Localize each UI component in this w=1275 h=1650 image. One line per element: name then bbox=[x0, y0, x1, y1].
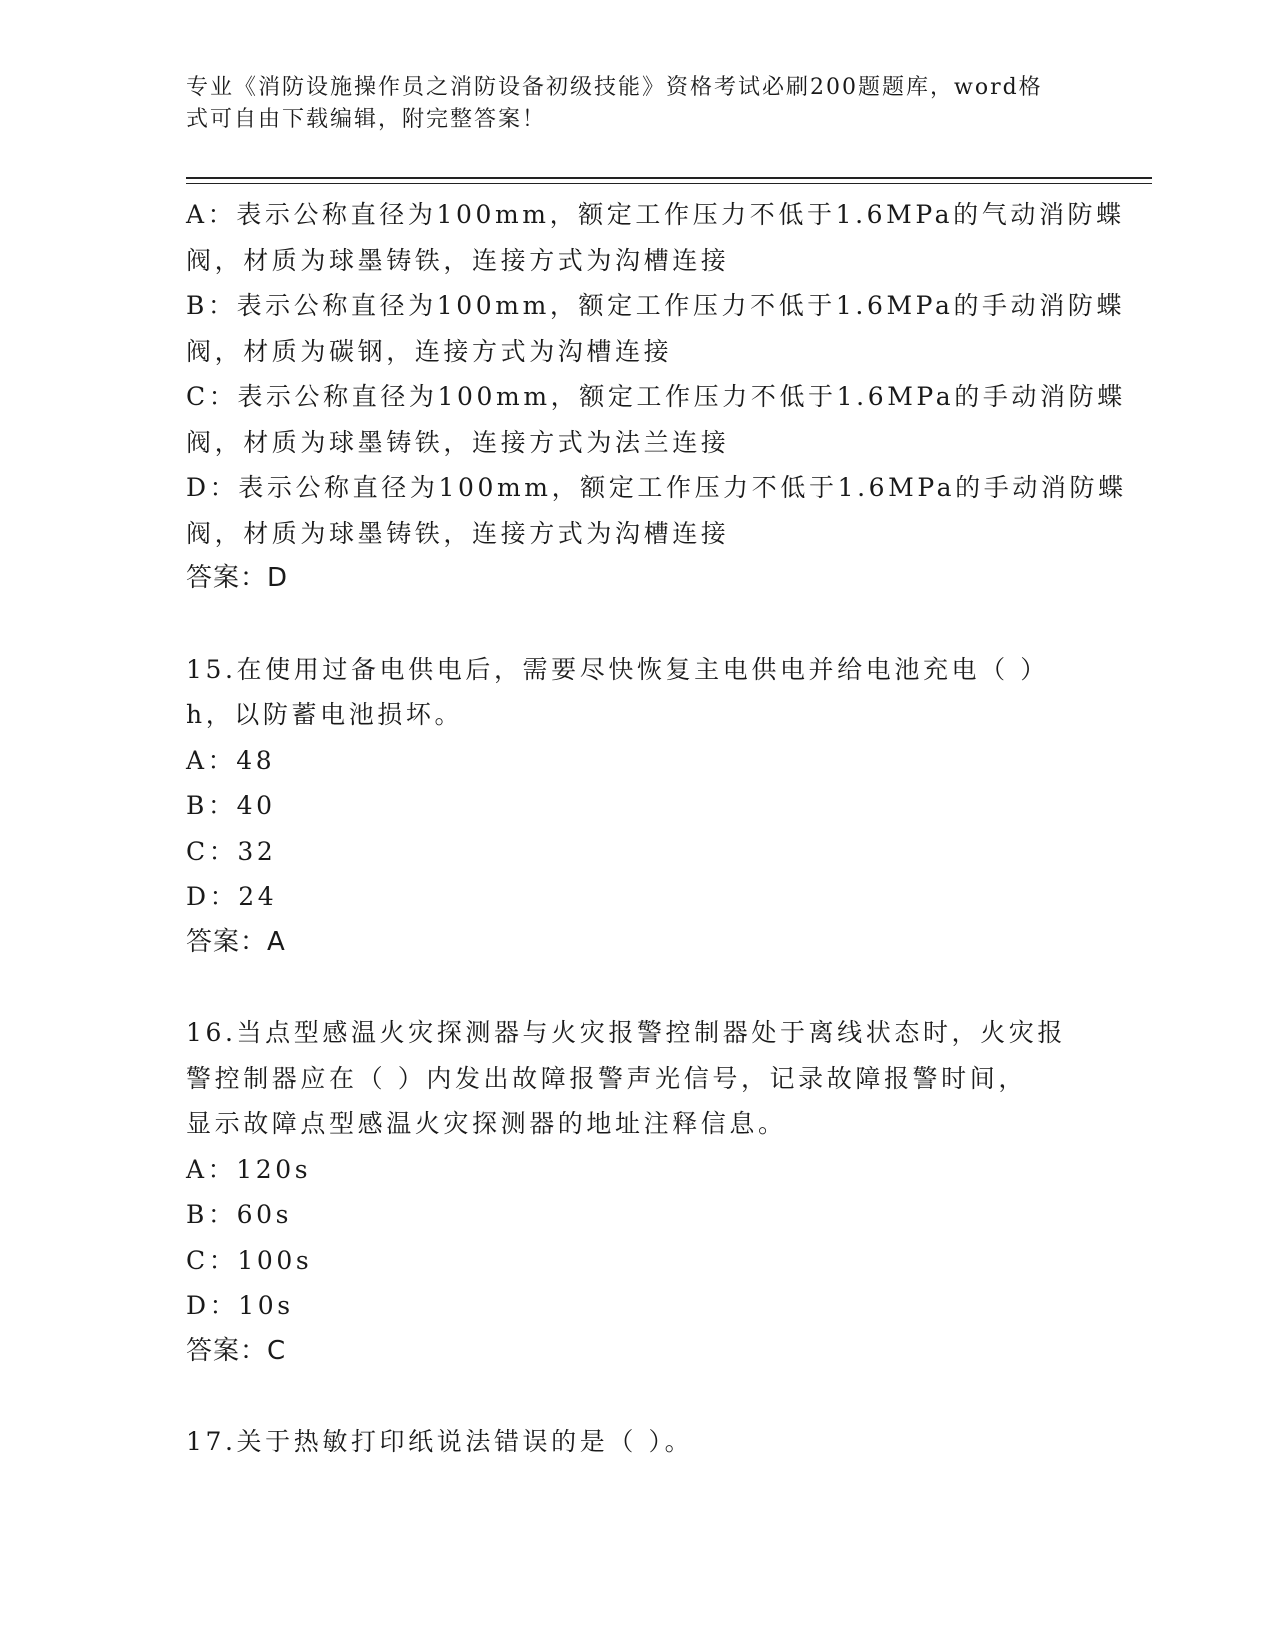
option-c-line-1: C：表示公称直径为100mm，额定工作压力不低于1.6MPa的手动消防蝶 bbox=[186, 382, 1126, 411]
header-line-1: 专业《消防设施操作员之消防设备初级技能》资格考试必刷200题题库，word格 bbox=[186, 75, 1043, 100]
option-a: A：48 bbox=[186, 745, 276, 775]
question-14-answer: 答案：D bbox=[186, 563, 289, 593]
header-divider-thick bbox=[186, 177, 1152, 179]
option-c: C：100s bbox=[186, 1245, 313, 1275]
option-b-line-2: 阀，材质为碳钢，连接方式为沟槽连接 bbox=[186, 336, 673, 366]
option-d: D：24 bbox=[186, 882, 278, 911]
question-15-stem-line-2: h，以防蓄电池损坏。 bbox=[186, 700, 464, 729]
option-b: B：40 bbox=[186, 791, 276, 820]
question-16-answer: 答案：C bbox=[186, 1335, 287, 1366]
option-b: B：60s bbox=[186, 1200, 293, 1229]
question-16-stem-line-3: 显示故障点型感温火灾探测器的地址注释信息。 bbox=[186, 1109, 787, 1138]
question-17-stem-line-1: 17.关于热敏打印纸说法错误的是（ ）。 bbox=[186, 1427, 694, 1456]
header-line-2: 式可自由下载编辑，附完整答案！ bbox=[186, 107, 547, 132]
option-b-line-1: B：表示公称直径为100mm，额定工作压力不低于1.6MPa的手动消防蝶 bbox=[186, 291, 1126, 320]
option-d: D：10s bbox=[186, 1291, 294, 1320]
option-a: A：120s bbox=[186, 1154, 312, 1184]
option-a-line-1: A：表示公称直径为100mm，额定工作压力不低于1.6MPa的气动消防蝶 bbox=[186, 200, 1125, 229]
document-header bbox=[186, 72, 1066, 136]
question-15-stem-line-1: 15.在使用过备电供电后，需要尽快恢复主电供电并给电池充电（ ） bbox=[186, 654, 1049, 684]
question-16 bbox=[186, 1010, 1086, 1374]
question-15-answer: 答案：A bbox=[186, 926, 286, 957]
option-d-line-1: D：表示公称直径为100mm，额定工作压力不低于1.6MPa的手动消防蝶 bbox=[186, 473, 1127, 502]
option-c-line-2: 阀，材质为球墨铸铁，连接方式为法兰连接 bbox=[186, 427, 730, 457]
question-17 bbox=[186, 1419, 1086, 1465]
option-d-line-2: 阀，材质为球墨铸铁，连接方式为沟槽连接 bbox=[186, 518, 730, 548]
option-a-line-2: 阀，材质为球墨铸铁，连接方式为沟槽连接 bbox=[186, 245, 730, 275]
question-16-stem-line-2: 警控制器应在（ ）内发出故障报警声光信号，记录故障报警时间， bbox=[186, 1063, 1027, 1093]
question-16-stem-line-1: 16.当点型感温火灾探测器与火灾报警控制器处于离线状态时，火灾报 bbox=[186, 1018, 1066, 1047]
question-15 bbox=[186, 647, 1086, 966]
option-c: C：32 bbox=[186, 836, 277, 866]
header-divider-thin bbox=[186, 183, 1152, 184]
document-body bbox=[186, 192, 1127, 1465]
question-14-options bbox=[186, 192, 1127, 602]
